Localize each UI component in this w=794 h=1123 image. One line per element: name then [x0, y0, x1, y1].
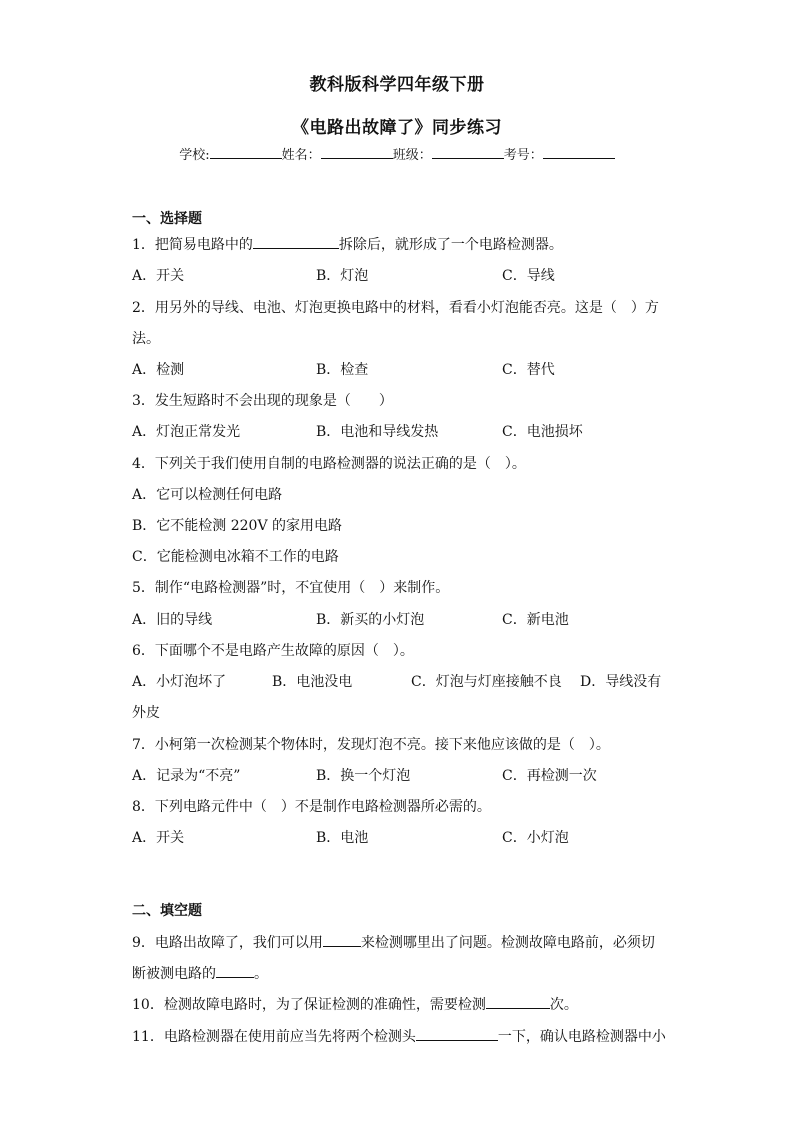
- q5-option-b[interactable]: B．新买的小灯泡: [316, 612, 425, 628]
- question-5: 5．制作“电路检测器”时，不宜使用（ ）来制作。: [132, 580, 450, 596]
- q7-option-a[interactable]: A．记录为“不亮”: [132, 768, 241, 784]
- question-1: [132, 234, 563, 254]
- section-heading-choice: 一、选择题: [132, 211, 202, 227]
- q9-text-1: 9．电路出故障了，我们可以用: [132, 935, 323, 951]
- question-6: 6．下面哪个不是电路产生故障的原因（ ）。: [132, 643, 414, 659]
- q8-option-a[interactable]: A．开关: [132, 830, 185, 846]
- q1-option-c[interactable]: C．导线: [502, 268, 555, 284]
- q11-blank[interactable]: [416, 1027, 498, 1041]
- q3-option-b[interactable]: B．电池和导线发热: [316, 424, 439, 440]
- q9-text-3: 断被测电路的: [132, 966, 216, 982]
- question-4: 4．下列关于我们使用自制的电路检测器的说法正确的是（ ）。: [132, 456, 526, 472]
- q1-option-a[interactable]: A．开关: [132, 268, 185, 284]
- student-info-row: [0, 144, 794, 163]
- q9-text-2: 来检测哪里出了问题。检测故障电路前，必须切: [360, 935, 655, 951]
- q2-option-a[interactable]: A．检测: [132, 362, 185, 378]
- q1-blank[interactable]: [253, 235, 339, 249]
- q11-text-1: 11．电路检测器在使用前应当先将两个检测头: [132, 1029, 416, 1045]
- q7-option-c[interactable]: C．再检测一次: [502, 768, 597, 784]
- q7-option-b[interactable]: B．换一个灯泡: [316, 768, 411, 784]
- class-blank[interactable]: [432, 146, 504, 159]
- name-blank[interactable]: [321, 146, 393, 159]
- question-11: [132, 1026, 666, 1046]
- worksheet-subtitle: 《电路出故障了》同步练习: [292, 118, 502, 138]
- question-7: 7．小柯第一次检测某个物体时，发现灯泡不亮。接下来他应该做的是（ ）。: [132, 737, 610, 753]
- q10-text-1: 10．检测故障电路时，为了保证检测的准确性，需要检测: [132, 997, 486, 1013]
- question-2-line1: 2．用另外的导线、电池、灯泡更换电路中的材料，看看小灯泡能否亮。这是（ ）方: [132, 300, 659, 316]
- school-blank[interactable]: [210, 146, 282, 159]
- q1-text-after: 拆除后，就形成了一个电路检测器。: [338, 237, 563, 253]
- q2-option-b[interactable]: B．检查: [316, 362, 369, 378]
- q1-text-before: 1．把简易电路中的: [132, 237, 253, 253]
- q6-option-c[interactable]: C．灯泡与灯座接触不良: [411, 674, 562, 690]
- q3-option-a[interactable]: A．灯泡正常发光: [132, 424, 241, 440]
- q9-blank-2[interactable]: [216, 964, 254, 978]
- q1-option-b[interactable]: B．灯泡: [316, 268, 369, 284]
- q9-blank-1[interactable]: [323, 933, 361, 947]
- q11-text-2: 一下，确认电路检测器中小: [497, 1029, 666, 1045]
- q8-option-c[interactable]: C．小灯泡: [502, 830, 569, 846]
- q4-option-c[interactable]: C．它能检测电冰箱不工作的电路: [132, 549, 339, 565]
- q4-option-a[interactable]: A．它可以检测任何电路: [132, 487, 283, 503]
- q4-option-b[interactable]: B．它不能检测 220V 的家用电路: [132, 518, 343, 534]
- q9-text-4: 。: [254, 966, 268, 982]
- q6-option-d[interactable]: D．导线没有: [580, 674, 662, 690]
- school-label: 学校:: [179, 148, 210, 163]
- name-label: 姓名：: [281, 148, 321, 163]
- q5-option-a[interactable]: A．旧的导线: [132, 612, 213, 628]
- question-10: [132, 994, 578, 1014]
- id-label: 考号：: [503, 148, 543, 163]
- q6-option-d-continued: 外皮: [132, 705, 160, 721]
- worksheet-title: 教科版科学四年级下册: [309, 75, 485, 95]
- id-blank[interactable]: [543, 146, 615, 159]
- q10-blank[interactable]: [486, 995, 550, 1009]
- question-8: 8．下列电路元件中（ ）不是制作电路检测器所必需的。: [132, 799, 491, 815]
- question-3: 3．发生短路时不会出现的现象是（ ）: [132, 393, 393, 409]
- q3-option-c[interactable]: C．电池损坏: [502, 424, 583, 440]
- question-2-line2: 法。: [132, 331, 160, 347]
- q8-option-b[interactable]: B．电池: [316, 830, 369, 846]
- q6-option-b[interactable]: B．电池没电: [272, 674, 353, 690]
- section-heading-fill: 二、填空题: [132, 903, 202, 919]
- question-9-line1: [132, 932, 655, 952]
- q6-option-a[interactable]: A．小灯泡坏了: [132, 674, 227, 690]
- q10-text-2: 次。: [549, 997, 578, 1013]
- question-9-line2: [132, 963, 268, 983]
- class-label: 班级：: [392, 148, 432, 163]
- q5-option-c[interactable]: C．新电池: [502, 612, 569, 628]
- q2-option-c[interactable]: C．替代: [502, 362, 555, 378]
